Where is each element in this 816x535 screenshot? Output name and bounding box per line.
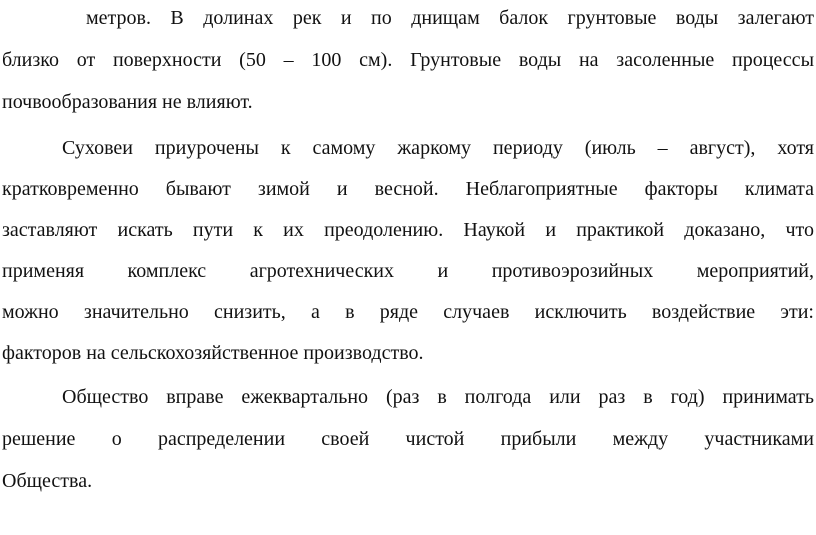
paragraph-2-line-1: Суховеи приурочены к самому жаркому периоду (июль – август), хотя <box>62 137 814 159</box>
paragraph-3-line-3: Общества. <box>2 470 93 492</box>
paragraph-2-line-5: можно значительно снизить, а в ряде случаев исключить воздействие эти: <box>2 301 814 323</box>
paragraph-1-line-3: почвообразования не влияют. <box>2 91 253 113</box>
paragraph-2-line-3: заставляют искать пути к их преодолению. Наукой и практикой доказано, что <box>2 219 814 241</box>
paragraph-3-line-1: Общество вправе ежеквартально (раз в полгода или раз в год) принимать <box>62 386 814 408</box>
paragraph-1-line-2: близко от поверхности (50 – 100 см). Грунтовые воды на засоленные процессы <box>2 49 814 71</box>
paragraph-2-line-4: применяя комплекс агротехнических и противоэрозийных мероприятий, <box>2 260 814 282</box>
paragraph-2-line-6: факторов на сельскохозяйственное производство. <box>2 342 424 364</box>
paragraph-1-line-1: метров. В долинах рек и по днищам балок грунтовые воды залегают <box>86 7 814 29</box>
paragraph-2-line-2: кратковременно бывают зимой и весной. Неблагоприятные факторы климата <box>2 178 814 200</box>
paragraph-3-line-2: решение о распределении своей чистой прибыли между участниками <box>2 428 814 450</box>
